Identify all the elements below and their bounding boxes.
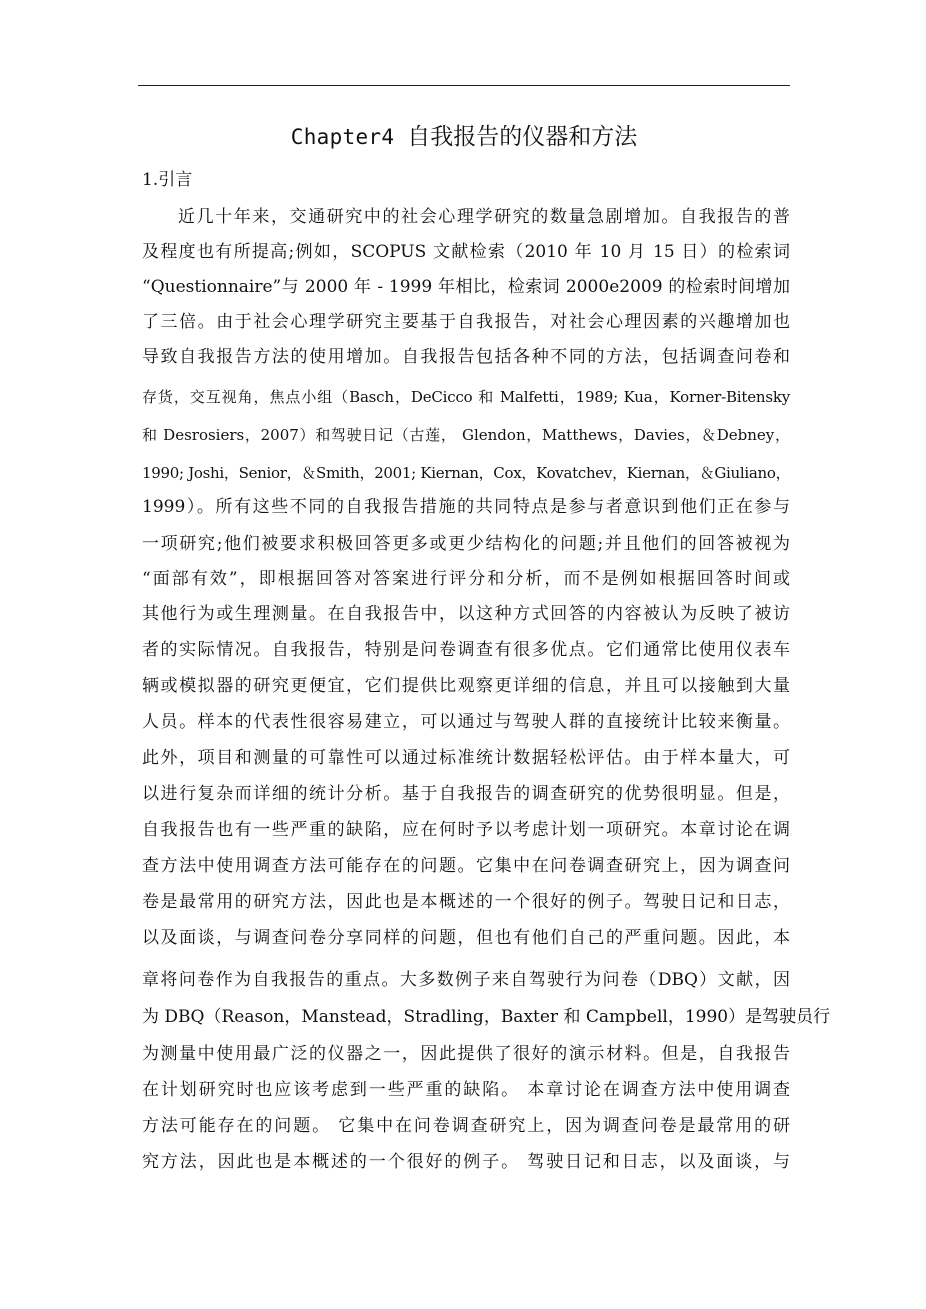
chapter-title [138, 120, 790, 154]
paragraph-line: 一项研究;他们被要求积极回答更多或更少结构化的问题;并且他们的回答被视为 [142, 534, 790, 554]
section-heading: 1.引言 [142, 170, 193, 190]
paragraph-line: 卷是最常用的研究方法，因此也是本概述的一个很好的例子。驾驶日记和日志， [142, 892, 790, 912]
paragraph-line: 其他行为或生理测量。在自我报告中，以这种方式回答的内容被认为反映了被访 [142, 604, 790, 624]
paragraph-line: 辆或模拟器的研究更便宜，它们提供比观察更详细的信息，并且可以接触到大量 [142, 676, 790, 696]
paragraph-line: 以及面谈，与调查问卷分享同样的问题，但也有他们自己的严重问题。因此，本 [142, 928, 790, 948]
paragraph-line: 1999）。所有这些不同的自我报告措施的共同特点是参与者意识到他们正在参与 [142, 497, 790, 517]
paragraph-line: 查方法中使用调查方法可能存在的问题。它集中在问卷调查研究上，因为调查问 [142, 856, 790, 876]
paragraph-line: 章将问卷作为自我报告的重点。大多数例子来自驾驶行为问卷（DBQ）文献，因 [142, 970, 790, 990]
paragraph-line: 为测量中使用最广泛的仪器之一，因此提供了很好的演示材料。但是，自我报告 [142, 1044, 790, 1064]
paragraph-line: 了三倍。由于社会心理学研究主要基于自我报告，对社会心理因素的兴趣增加也 [142, 312, 790, 332]
paragraph-line: 导致自我报告方法的使用增加。自我报告包括各种不同的方法，包括调查问卷和 [142, 347, 790, 367]
chapter-title-prefix: Chapter4 [290, 125, 408, 149]
paragraph-line: 为 DBQ（Reason，Manstead，Stradling，Baxter 和 Campbell，1990）是驾驶员行 [142, 1007, 831, 1027]
header-rule [138, 85, 790, 86]
paragraph-line: “面部有效”，即根据回答对答案进行评分和分析，而不是例如根据回答时间或 [142, 569, 790, 589]
paragraph-line: 人员。样本的代表性很容易建立，可以通过与驾驶人群的直接统计比较来衡量。 [142, 712, 790, 732]
paragraph-line: 方法可能存在的问题。 它集中在问卷调查研究上，因为调查问卷是最常用的研 [142, 1116, 790, 1136]
chapter-title-main: 自我报告的仪器和方法 [407, 124, 638, 150]
paragraph-line: 自我报告也有一些严重的缺陷，应在何时予以考虑计划一项研究。本章讨论在调 [142, 820, 790, 840]
paragraph-line: 此外，项目和测量的可靠性可以通过标准统计数据轻松评估。由于样本量大，可 [142, 748, 790, 768]
paragraph-line: 究方法，因此也是本概述的一个很好的例子。 驾驶日记和日志，以及面谈，与 [142, 1152, 790, 1172]
paragraph-line: “Questionnaire”与 2000 年 - 1999 年相比，检索词 2000e2009 的检索时间增加 [142, 277, 790, 297]
paragraph-line: 存货，交互视角，焦点小组（Basch，DeCicco 和 Malfetti，1989; Kua，Korner-Bitensky [142, 388, 790, 406]
paragraph-line: 在计划研究时也应该考虑到一些严重的缺陷。 本章讨论在调查方法中使用调查 [142, 1080, 790, 1100]
paragraph-line: 以进行复杂而详细的统计分析。基于自我报告的调查研究的优势很明显。但是， [142, 784, 790, 804]
paragraph-line: 和 Desrosiers，2007）和驾驶日记（古莲， Glendon，Matthews，Davies，＆Debney， [142, 426, 790, 444]
paragraph-line: 1990; Joshi，Senior，＆Smith，2001; Kiernan，Cox，Kovatchev，Kiernan，＆Giuliano， [142, 464, 791, 482]
paragraph-line: 及程度也有所提高;例如，SCOPUS 文献检索（2010 年 10 月 15 日）的检索词 [142, 242, 790, 262]
paragraph-line: 者的实际情况。自我报告，特别是问卷调查有很多优点。它们通常比使用仪表车 [142, 640, 790, 660]
paragraph-line: 近几十年来，交通研究中的社会心理学研究的数量急剧增加。自我报告的普 [178, 207, 790, 227]
